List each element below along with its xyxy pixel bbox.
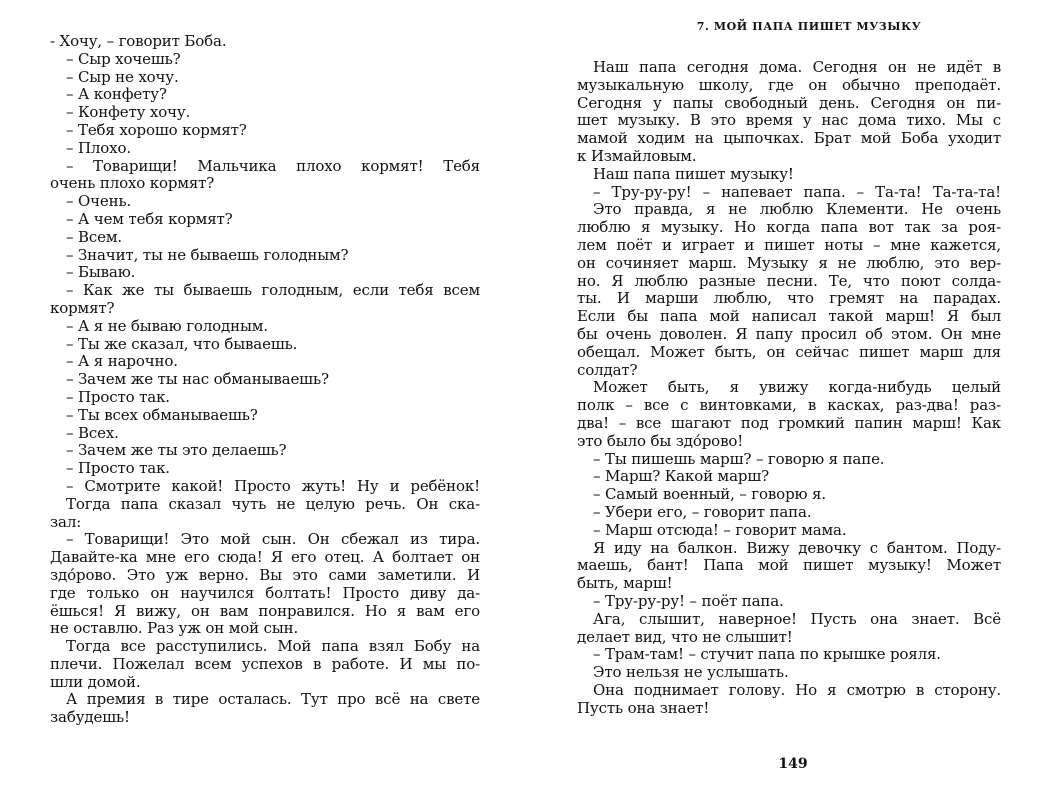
text-line: – Тебя хорошо кормят? bbox=[66, 120, 247, 139]
text-line: не оставлю. Раз уж он мой сын. bbox=[50, 619, 299, 638]
text-line: зал: bbox=[50, 512, 82, 531]
text-line: плечи. Пожелал всем успехов в работе. И мы по- bbox=[50, 654, 480, 673]
text-line: – Просто так. bbox=[66, 459, 170, 478]
text-line: здо́рово. Это уж верно. Вы это сами заметили. И bbox=[50, 565, 480, 584]
text-line: – А чем тебя кормят? bbox=[66, 209, 233, 228]
text-line: Наш папа пишет музыку! bbox=[593, 164, 794, 183]
text-line: Если бы папа мой написал такой марш! Я был bbox=[577, 307, 1001, 326]
text-line: ты. И марши люблю, что гремят на парадах. bbox=[577, 289, 1001, 308]
text-line: – Бываю. bbox=[66, 263, 136, 282]
text-line: – А я не бываю голодным. bbox=[66, 316, 268, 335]
text-line: к Измайловым. bbox=[577, 146, 697, 165]
text-line: он сочиняет марш. Музыку я не люблю, это вер- bbox=[577, 253, 1001, 272]
text-line: – Всех. bbox=[66, 423, 119, 442]
text-line: – Тру-ру-ру! – напевает папа. – Та-та! Та-та-та! bbox=[593, 182, 1001, 201]
text-line: музыкальную школу, где он обычно преподаёт. bbox=[577, 75, 1001, 94]
text-line: Сегодня у папы свободный день. Сегодня он пи- bbox=[577, 93, 1001, 112]
text-line: – Сыр не хочу. bbox=[66, 67, 179, 86]
text-line: Я иду на балкон. Вижу девочку с бантом. Поду- bbox=[593, 538, 1001, 557]
text-line: – Всем. bbox=[66, 227, 122, 246]
text-line: Это нельзя не услышать. bbox=[593, 663, 789, 682]
text-line: Наш папа сегодня дома. Сегодня он не идёт в bbox=[593, 58, 1001, 76]
text-line: где только он научился болтать! Просто диву да- bbox=[50, 583, 480, 602]
text-line: – Очень. bbox=[66, 192, 132, 211]
text-line: шли домой. bbox=[50, 672, 141, 691]
text-line: но. Я люблю разные песни. Те, что поют солда- bbox=[577, 271, 1001, 290]
text-line: - Хочу, – говорит Боба. bbox=[50, 32, 227, 50]
left-page bbox=[50, 33, 480, 727]
text-line: лем поёт и играет и пишет ноты – мне кажется, bbox=[577, 235, 1001, 254]
text-line: А премия в тире осталась. Тут про всё на свете bbox=[66, 690, 480, 709]
text-line: – Трам-там! – стучит папа по крышке рояля. bbox=[593, 645, 941, 664]
text-line: – Зачем же ты нас обманываешь? bbox=[66, 370, 329, 389]
text-line: полк – все с винтовками, в касках, раз-два! раз- bbox=[577, 396, 1001, 415]
text-line: забудешь! bbox=[50, 708, 130, 727]
text-line: – Просто так. bbox=[66, 387, 170, 406]
text-line: – А я нарочно. bbox=[66, 352, 178, 371]
text-line: бы очень доволен. Я папу просил об этом. Он мне bbox=[577, 324, 1001, 343]
text-line: – Тру-ру-ру! – поёт папа. bbox=[593, 591, 784, 610]
text-line: – Ты пишешь марш? – говорю я папе. bbox=[593, 449, 885, 468]
running-head: 7. МОЙ ПАПА ПИШЕТ МУЗЫКУ bbox=[696, 20, 922, 33]
text-line: кормят? bbox=[50, 298, 115, 317]
text-line: ёшься! Я вижу, он вам понравился. Но я вам его bbox=[50, 601, 480, 620]
text-line: Пусть она знает! bbox=[577, 698, 710, 717]
text-line: два! – все шагают под громкий папин марш! Как bbox=[577, 413, 1001, 432]
text-line: Тогда все расступились. Мой папа взял Бобу на bbox=[66, 637, 480, 656]
text-line: – Марш? Какой марш? bbox=[593, 467, 770, 486]
text-line: мамой ходим на цыпочках. Брат мой Боба уходит bbox=[577, 129, 1001, 148]
text-line: Ага, слышит, наверное! Пусть она знает. Всё bbox=[593, 609, 1001, 628]
text-line: это было бы здо́рово! bbox=[577, 431, 744, 450]
text-line: солдат? bbox=[577, 360, 638, 379]
text-line: – А конфету? bbox=[66, 85, 167, 104]
text-line: шет музыку. В это время у нас дома тихо. Мы с bbox=[577, 111, 1001, 130]
text-line: – Ты же сказал, что бываешь. bbox=[66, 334, 298, 353]
text-line: обещал. Может быть, он сейчас пишет марш для bbox=[577, 342, 1001, 361]
text-line: быть, марш! bbox=[577, 574, 673, 593]
text-line: Давайте-ка мне его сюда! Я его отец. А болтает он bbox=[50, 548, 480, 567]
text-line: – Значит, ты не бываешь голодным? bbox=[66, 245, 349, 264]
text-line: Тогда папа сказал чуть не целую речь. Он ска- bbox=[66, 494, 480, 513]
text-line: очень плохо кормят? bbox=[50, 174, 215, 193]
text-line: Это правда, я не люблю Клементи. Не очень bbox=[593, 200, 1001, 219]
text-line: – Товарищи! Это мой сын. Он сбежал из тира. bbox=[66, 530, 480, 549]
text-line: – Плохо. bbox=[66, 138, 131, 157]
text-line: – Самый военный, – говорю я. bbox=[593, 485, 826, 504]
text-line: – Ты всех обманываешь? bbox=[66, 405, 258, 424]
text-line: – Убери его, – говорит папа. bbox=[593, 502, 812, 521]
right-page bbox=[577, 20, 1001, 717]
text-line: маешь, бант! Папа мой пишет музыку! Может bbox=[577, 556, 1001, 575]
text-line: – Зачем же ты это делаешь? bbox=[66, 441, 287, 460]
text-line: – Смотрите какой! Просто жуть! Ну и ребёнок! bbox=[66, 476, 480, 495]
text-line: – Сыр хочешь? bbox=[66, 49, 181, 68]
text-line: делает вид, что не слышит! bbox=[577, 627, 793, 646]
text-line: Может быть, я увижу когда-нибудь целый bbox=[593, 378, 1001, 397]
text-line: – Товарищи! Мальчика плохо кормят! Тебя bbox=[66, 156, 480, 175]
text-line: – Марш отсюда! – говорит мама. bbox=[593, 520, 847, 539]
text-line: – Как же ты бываешь голодным, если тебя всем bbox=[66, 281, 480, 300]
page-number: 149 bbox=[778, 756, 808, 772]
text-line: – Конфету хочу. bbox=[66, 103, 191, 122]
text-line: Она поднимает голову. Но я смотрю в сторону. bbox=[593, 680, 1001, 699]
text-line: люблю я музыку. Но когда папа вот так за роя- bbox=[577, 218, 1001, 237]
